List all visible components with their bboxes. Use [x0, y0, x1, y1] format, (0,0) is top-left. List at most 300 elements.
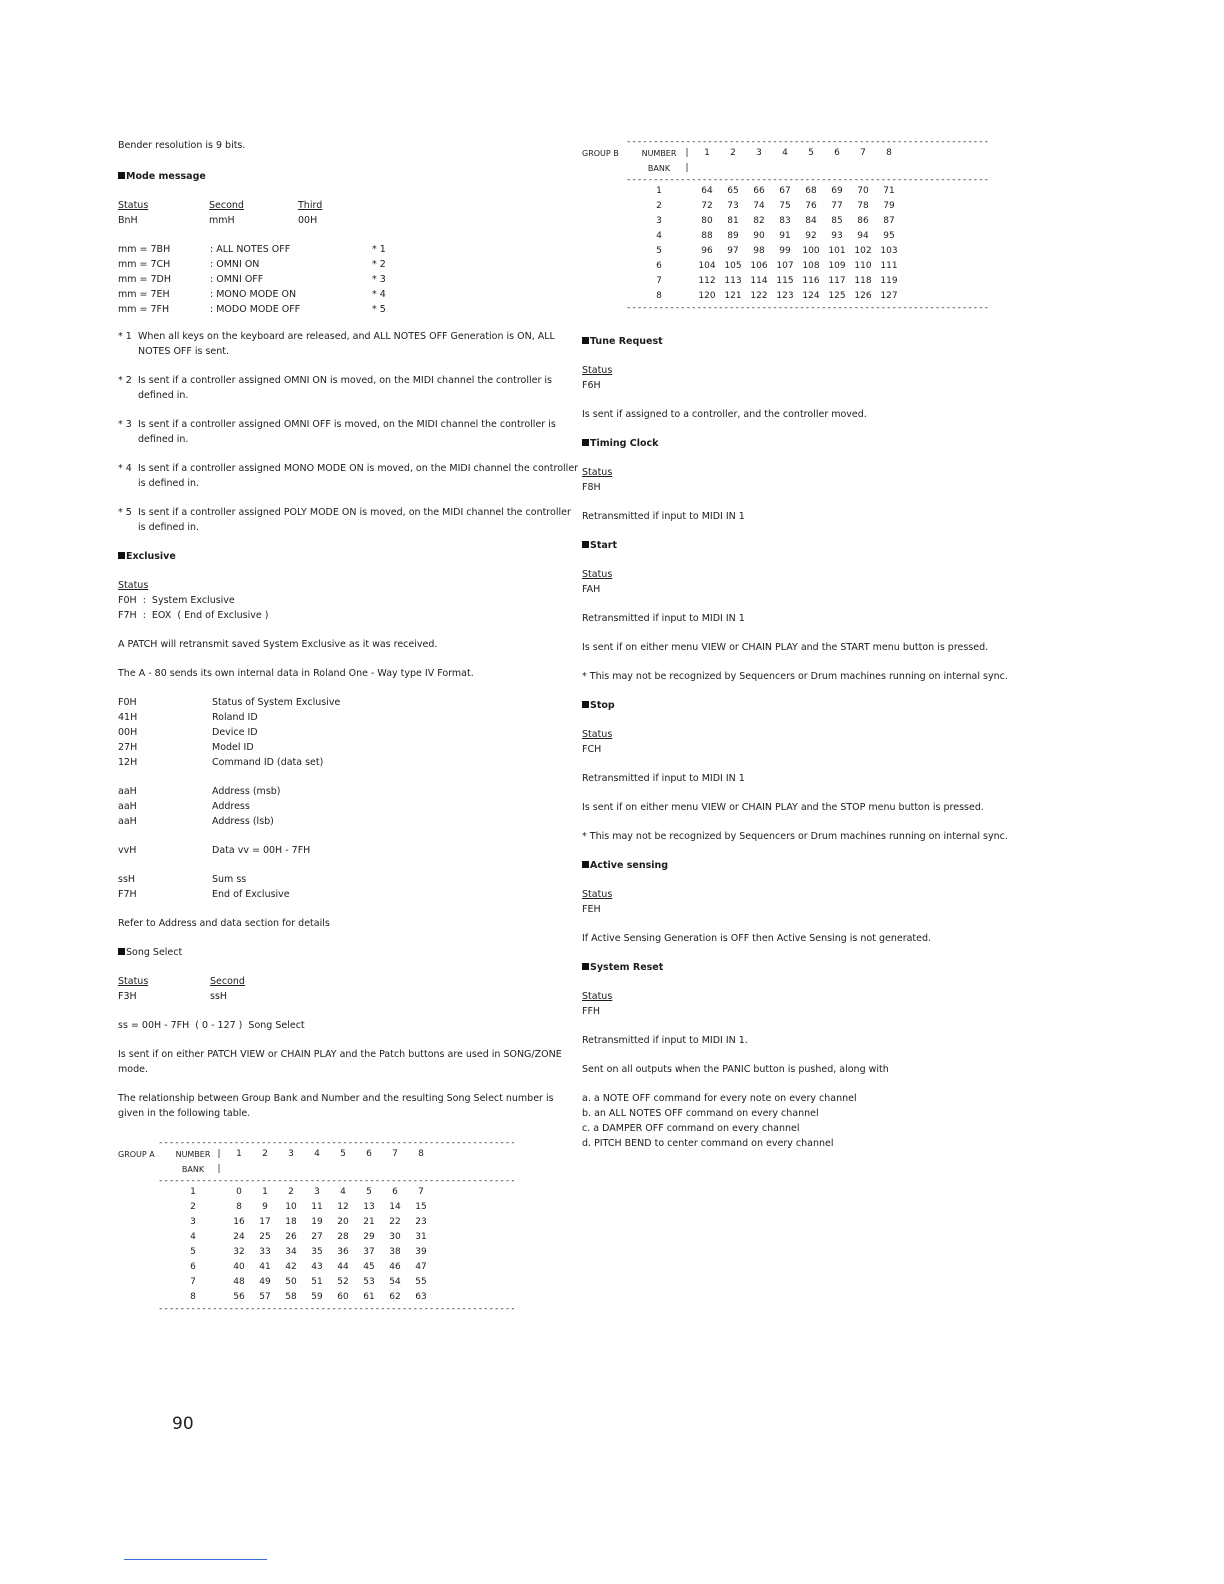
value-cell: 115: [776, 276, 794, 286]
value-cell: 64: [701, 186, 713, 196]
song-sent-text: Is sent if on either PATCH VIEW or CHAIN PLAY and the Patch buttons are used in SONG/ZONE mode.: [118, 1049, 562, 1075]
status-value: FEH: [582, 904, 601, 915]
bank-cell: 7: [656, 276, 662, 286]
tune-status-block: [582, 363, 1052, 393]
timing-status-block: [582, 465, 1052, 495]
value-cell: 69: [831, 186, 843, 196]
footnote-text: Is sent if a controller assigned OMNI OFF is moved, on the MIDI channel the controller is defined in.: [138, 419, 556, 445]
list-item: b. an ALL NOTES OFF command on every channel: [582, 1108, 819, 1119]
active-status-block: [582, 887, 1052, 917]
square-bullet-icon: [118, 552, 125, 559]
active-text: If Active Sensing Generation is OFF then Active Sensing is not generated.: [582, 933, 932, 944]
patch-retransmit-text: A PATCH will retransmit saved System Exclusive as it was received.: [118, 639, 438, 650]
timing-text: Retransmitted if input to MIDI IN 1: [582, 511, 745, 522]
footnote-mark: * 4: [118, 463, 132, 474]
start-note: * This may not be recognized by Sequencers or Drum machines running on internal sync.: [582, 671, 1008, 682]
number-header: 2: [262, 1149, 268, 1159]
table-row: [582, 259, 902, 274]
value-cell: 65: [727, 186, 739, 196]
footer-line: [124, 1559, 267, 1560]
active-sensing-heading: [582, 858, 1052, 873]
bank-label: BANK: [181, 1165, 205, 1174]
footnote-text: Is sent if a controller assigned MONO MODE ON is moved, on the MIDI channel the controller is defined in.: [138, 463, 579, 489]
table-rule: ------------------------------------------------------------------: [158, 1176, 516, 1186]
square-bullet-icon: [582, 337, 589, 344]
stop-status-block: [582, 727, 1052, 757]
group-label: GROUP A: [118, 1150, 155, 1159]
start-status-block: [582, 567, 1052, 597]
mm-code: mm = 7BH: [118, 244, 171, 255]
stop-heading: [582, 698, 1052, 713]
value-cell: 56: [233, 1292, 245, 1302]
value-cell: 83: [779, 216, 791, 226]
table-rule: -------------------------------------------------------------------: [626, 175, 990, 185]
table-row: [118, 1275, 434, 1290]
bank-cell: 1: [190, 1187, 196, 1197]
table-rule: -------------------------------------------------------------------: [626, 303, 990, 313]
status-value: F8H: [582, 482, 601, 493]
value-cell: 70: [857, 186, 869, 196]
value-cell: 48: [233, 1277, 245, 1287]
bank-cell: 7: [190, 1277, 196, 1287]
value-cell: 105: [724, 261, 742, 271]
bank-cell: 2: [656, 201, 662, 211]
value-cell: 23: [415, 1217, 427, 1227]
table-row: [118, 1230, 434, 1245]
table-bank-row: [582, 161, 902, 176]
value-cell: 108: [802, 261, 820, 271]
mm-code: mm = 7DH: [118, 274, 172, 285]
value-cell: 71: [883, 186, 895, 196]
active-heading-text: Active sensing: [590, 860, 669, 871]
value-cell: 103: [880, 246, 898, 256]
value-cell: 13: [363, 1202, 375, 1212]
byte-code: 27H: [118, 742, 138, 753]
value-cell: 54: [389, 1277, 401, 1287]
start-heading: [582, 538, 1052, 553]
value-cell: 4: [340, 1187, 346, 1197]
footnote-4: [118, 461, 580, 491]
mm-desc: : OMNI ON: [210, 259, 260, 270]
value-cell: 62: [389, 1292, 401, 1302]
value-cell: 46: [389, 1262, 401, 1272]
bank-cell: 3: [656, 216, 662, 226]
mode-values-list: [118, 242, 580, 317]
value-cell: 110: [854, 261, 872, 271]
number-header: 1: [704, 148, 710, 158]
table-rule: ------------------------------------------------------------------: [158, 1138, 516, 1148]
value-cell: 88: [701, 231, 713, 241]
mm-note: * 4: [372, 289, 386, 300]
tune-text: Is sent if assigned to a controller, and the controller moved.: [582, 409, 867, 420]
value-cell: 21: [363, 1217, 375, 1227]
value-cell: 7: [418, 1187, 424, 1197]
number-header: 6: [366, 1149, 372, 1159]
value-cell: 12: [337, 1202, 349, 1212]
status-label: Status: [582, 991, 613, 1002]
list-item: d. PITCH BEND to center command on every channel: [582, 1138, 834, 1149]
value-cell: 112: [698, 276, 716, 286]
value-cell: 22: [389, 1217, 401, 1227]
value-cell: 36: [337, 1247, 349, 1257]
table-row: [582, 214, 902, 229]
exclusive-status-block: [118, 578, 580, 623]
a80-format-text: The A - 80 sends its own internal data in Roland One - Way type IV Format.: [118, 668, 474, 679]
value-cell: 96: [701, 246, 713, 256]
bank-cell: 6: [190, 1262, 196, 1272]
start-text-1: Retransmitted if input to MIDI IN 1: [582, 613, 745, 624]
value-cell: 59: [311, 1292, 323, 1302]
value-cell: 55: [415, 1277, 427, 1287]
start-text-2: Is sent if on either menu VIEW or CHAIN PLAY and the START menu button is pressed.: [582, 642, 989, 653]
exclusive-line: F0H : System Exclusive: [118, 595, 235, 606]
number-header: 6: [834, 148, 840, 158]
value-cell: 125: [828, 291, 846, 301]
mm-note: * 2: [372, 259, 386, 270]
value-cell: 47: [415, 1262, 427, 1272]
value-cell: 32: [233, 1247, 245, 1257]
start-heading-text: Start: [590, 540, 618, 551]
status-value: F6H: [582, 380, 601, 391]
value-cell: 91: [779, 231, 791, 241]
mm-note: * 5: [372, 304, 386, 315]
value-cell: 30: [389, 1232, 401, 1242]
bank-label: BANK: [647, 164, 671, 173]
right-column: [582, 138, 1052, 1151]
exclusive-bytes-group-2: [118, 784, 580, 829]
status-label: Status: [582, 467, 613, 478]
value-cell: 68: [805, 186, 817, 196]
value-cell: 14: [389, 1202, 401, 1212]
value-cell: 24: [233, 1232, 245, 1242]
value-cell: 99: [779, 246, 791, 256]
val-status: F3H: [118, 991, 137, 1002]
bender-resolution: Bender resolution is 9 bits.: [118, 140, 246, 151]
col-second: Second: [210, 976, 245, 987]
value-cell: 53: [363, 1277, 375, 1287]
mm-note: * 3: [372, 274, 386, 285]
value-cell: 1: [262, 1187, 268, 1197]
status-label: Status: [582, 569, 613, 580]
table-row: [582, 199, 902, 214]
status-label: Status: [582, 729, 613, 740]
value-cell: 51: [311, 1277, 323, 1287]
value-cell: 98: [753, 246, 765, 256]
ss-range-text: ss = 00H - 7FH ( 0 - 127 ) Song Select: [118, 1020, 305, 1031]
status-label: Status: [582, 889, 613, 900]
value-cell: 78: [857, 201, 869, 211]
footnote-text: Is sent if a controller assigned POLY MODE ON is moved, on the MIDI channel the controller is defined in.: [138, 507, 571, 533]
value-cell: 72: [701, 201, 713, 211]
value-cell: 102: [854, 246, 872, 256]
value-cell: 85: [831, 216, 843, 226]
bank-cell: 5: [656, 246, 662, 256]
footnote-5: [118, 505, 580, 535]
value-cell: 44: [337, 1262, 349, 1272]
value-cell: 41: [259, 1262, 271, 1272]
value-cell: 94: [857, 231, 869, 241]
song-select-heading: [118, 945, 580, 960]
byte-desc: Status of System Exclusive: [212, 697, 341, 708]
byte-desc: Command ID (data set): [212, 757, 324, 768]
col-status: Status: [118, 200, 149, 211]
value-cell: 5: [366, 1187, 372, 1197]
group-b-table: [582, 146, 902, 176]
value-cell: 0: [236, 1187, 242, 1197]
value-cell: 27: [311, 1232, 323, 1242]
mode-message-heading: [118, 169, 580, 184]
value-cell: 66: [753, 186, 765, 196]
value-cell: 97: [727, 246, 739, 256]
byte-code: F0H: [118, 697, 137, 708]
square-bullet-icon: [582, 439, 589, 446]
value-cell: 29: [363, 1232, 375, 1242]
mm-desc: : MONO MODE ON: [210, 289, 297, 300]
refer-text: Refer to Address and data section for details: [118, 918, 330, 929]
value-cell: 118: [854, 276, 872, 286]
footnote-text: When all keys on the keyboard are released, and ALL NOTES OFF Generation is ON, ALL NOTES OFF is sent.: [138, 331, 555, 357]
song-heading-text: Song Select: [126, 947, 183, 958]
byte-desc: Address (msb): [212, 786, 281, 797]
song-status-grid: [118, 974, 580, 1004]
reset-text-1: Retransmitted if input to MIDI IN 1.: [582, 1035, 748, 1046]
value-cell: 37: [363, 1247, 375, 1257]
byte-code: aaH: [118, 786, 137, 797]
number-header: 2: [730, 148, 736, 158]
byte-code: F7H: [118, 889, 137, 900]
number-header: 5: [340, 1149, 346, 1159]
value-cell: 10: [285, 1202, 297, 1212]
number-label: NUMBER: [641, 149, 677, 158]
footnote-mark: * 5: [118, 507, 132, 518]
value-cell: 95: [883, 231, 895, 241]
mode-heading-text: Mode message: [126, 171, 206, 182]
value-cell: 40: [233, 1262, 245, 1272]
byte-desc: Model ID: [212, 742, 254, 753]
value-cell: 20: [337, 1217, 349, 1227]
tune-heading-text: Tune Request: [590, 336, 663, 347]
value-cell: 8: [236, 1202, 242, 1212]
value-cell: 42: [285, 1262, 297, 1272]
table-row: [118, 1185, 434, 1200]
mm-note: * 1: [372, 244, 386, 255]
timing-clock-heading: [582, 436, 1052, 451]
byte-desc: Address: [212, 801, 250, 812]
value-cell: 80: [701, 216, 713, 226]
value-cell: 75: [779, 201, 791, 211]
table-row: [582, 229, 902, 244]
table-row: [582, 289, 902, 304]
footnote-1: [118, 329, 580, 359]
reset-text-2: Sent on all outputs when the PANIC button is pushed, along with: [582, 1064, 889, 1075]
value-cell: 107: [776, 261, 794, 271]
table-row: [118, 1200, 434, 1215]
relationship-text: The relationship between Group Bank and Number and the resulting Song Select number is given in the following table.: [118, 1093, 554, 1119]
value-cell: 76: [805, 201, 817, 211]
left-column: [118, 138, 580, 1313]
table-row: [118, 1245, 434, 1260]
group-a-body: [118, 1185, 434, 1305]
value-cell: 58: [285, 1292, 297, 1302]
bank-cell: 8: [190, 1292, 196, 1302]
value-cell: 11: [311, 1202, 323, 1212]
mm-desc: : OMNI OFF: [210, 274, 264, 285]
value-cell: 92: [805, 231, 817, 241]
value-cell: 77: [831, 201, 843, 211]
value-cell: 122: [750, 291, 768, 301]
value-cell: 63: [415, 1292, 427, 1302]
value-cell: 120: [698, 291, 716, 301]
value-cell: 57: [259, 1292, 271, 1302]
exclusive-bytes-group-3: [118, 843, 580, 858]
byte-desc: Device ID: [212, 727, 258, 738]
value-cell: 82: [753, 216, 765, 226]
table-row: [582, 184, 902, 199]
number-header: 8: [418, 1149, 424, 1159]
byte-desc: End of Exclusive: [212, 889, 290, 900]
timing-heading-text: Timing Clock: [590, 438, 659, 449]
number-header: 7: [392, 1149, 398, 1159]
bank-cell: 1: [656, 186, 662, 196]
number-label: NUMBER: [175, 1150, 211, 1159]
value-cell: 86: [857, 216, 869, 226]
value-cell: 17: [259, 1217, 271, 1227]
col-sep: |: [217, 1164, 221, 1174]
value-cell: 45: [363, 1262, 375, 1272]
value-cell: 89: [727, 231, 739, 241]
value-cell: 81: [727, 216, 739, 226]
page-number: 90: [172, 1414, 194, 1434]
system-reset-heading: [582, 960, 1052, 975]
value-cell: 104: [698, 261, 716, 271]
value-cell: 19: [311, 1217, 323, 1227]
value-cell: 67: [779, 186, 791, 196]
value-cell: 113: [724, 276, 742, 286]
byte-code: vvH: [118, 845, 137, 856]
value-cell: 106: [750, 261, 768, 271]
table-header-row: [582, 146, 902, 161]
mm-code: mm = 7EH: [118, 289, 170, 300]
exclusive-bytes-group-1: [118, 695, 580, 770]
table-bank-row: [118, 1162, 434, 1177]
reset-heading-text: System Reset: [590, 962, 664, 973]
status-label: Status: [582, 365, 613, 376]
exclusive-heading-text: Exclusive: [126, 551, 176, 562]
value-cell: 9: [262, 1202, 268, 1212]
value-cell: 93: [831, 231, 843, 241]
byte-code: ssH: [118, 874, 136, 885]
table-rule: -------------------------------------------------------------------: [626, 137, 990, 147]
song-table-group-a: [118, 1139, 580, 1313]
value-cell: 61: [363, 1292, 375, 1302]
table-row: [582, 274, 902, 289]
value-cell: 38: [389, 1247, 401, 1257]
status-value: FCH: [582, 744, 602, 755]
table-row: [118, 1290, 434, 1305]
value-cell: 124: [802, 291, 820, 301]
exclusive-line: F7H : EOX ( End of Exclusive ): [118, 610, 269, 621]
square-bullet-icon: [582, 541, 589, 548]
byte-desc: Roland ID: [212, 712, 258, 723]
byte-code: aaH: [118, 816, 137, 827]
value-cell: 26: [285, 1232, 297, 1242]
list-item: c. a DAMPER OFF command on every channel: [582, 1123, 800, 1134]
bank-cell: 8: [656, 291, 662, 301]
value-cell: 33: [259, 1247, 271, 1257]
byte-code: 12H: [118, 757, 138, 768]
value-cell: 90: [753, 231, 765, 241]
stop-heading-text: Stop: [590, 700, 615, 711]
value-cell: 18: [285, 1217, 297, 1227]
bank-cell: 2: [190, 1202, 196, 1212]
stop-text-1: Retransmitted if input to MIDI IN 1: [582, 773, 745, 784]
table-header-row: [118, 1147, 434, 1162]
byte-code: 00H: [118, 727, 138, 738]
value-cell: 50: [285, 1277, 297, 1287]
bank-cell: 4: [190, 1232, 196, 1242]
square-bullet-icon: [118, 172, 125, 179]
mm-code: mm = 7CH: [118, 259, 171, 270]
value-cell: 109: [828, 261, 846, 271]
byte-desc: Data vv = 00H - 7FH: [212, 845, 311, 856]
value-cell: 43: [311, 1262, 323, 1272]
value-cell: 16: [233, 1217, 245, 1227]
stop-note: * This may not be recognized by Sequencers or Drum machines running on internal sync.: [582, 831, 1008, 842]
exclusive-heading: [118, 549, 580, 564]
footnote-mark: * 2: [118, 375, 132, 386]
val-second: ssH: [210, 991, 228, 1002]
byte-desc: Address (lsb): [212, 816, 274, 827]
value-cell: 116: [802, 276, 820, 286]
col-sep: |: [685, 148, 689, 158]
value-cell: 126: [854, 291, 872, 301]
table-row: [582, 244, 902, 259]
number-header: 5: [808, 148, 814, 158]
value-cell: 2: [288, 1187, 294, 1197]
square-bullet-icon: [582, 861, 589, 868]
value-cell: 87: [883, 216, 895, 226]
group-label: GROUP B: [582, 149, 619, 158]
number-header: 3: [288, 1149, 294, 1159]
bank-cell: 3: [190, 1217, 196, 1227]
value-cell: 119: [880, 276, 898, 286]
footnote-text: Is sent if a controller assigned OMNI ON is moved, on the MIDI channel the controller is defined in.: [138, 375, 552, 401]
square-bullet-icon: [582, 963, 589, 970]
value-cell: 3: [314, 1187, 320, 1197]
square-bullet-icon: [582, 701, 589, 708]
number-header: 1: [236, 1149, 242, 1159]
mode-status-grid: [118, 198, 580, 228]
status-value: FAH: [582, 584, 601, 595]
mm-code: mm = 7FH: [118, 304, 170, 315]
exclusive-status-label: Status: [118, 580, 149, 591]
value-cell: 49: [259, 1277, 271, 1287]
val-second: mmH: [209, 215, 235, 226]
col-second: Second: [209, 200, 244, 211]
song-table-group-b: [582, 138, 1052, 312]
number-header: 4: [314, 1149, 320, 1159]
val-status: BnH: [118, 215, 138, 226]
value-cell: 111: [880, 261, 898, 271]
number-header: 7: [860, 148, 866, 158]
tune-request-heading: [582, 334, 1052, 349]
col-status: Status: [118, 976, 149, 987]
footnote-mark: * 3: [118, 419, 132, 430]
table-rule: ------------------------------------------------------------------: [158, 1304, 516, 1314]
number-header: 4: [782, 148, 788, 158]
value-cell: 34: [285, 1247, 297, 1257]
list-item: a. a NOTE OFF command for every note on every channel: [582, 1093, 857, 1104]
